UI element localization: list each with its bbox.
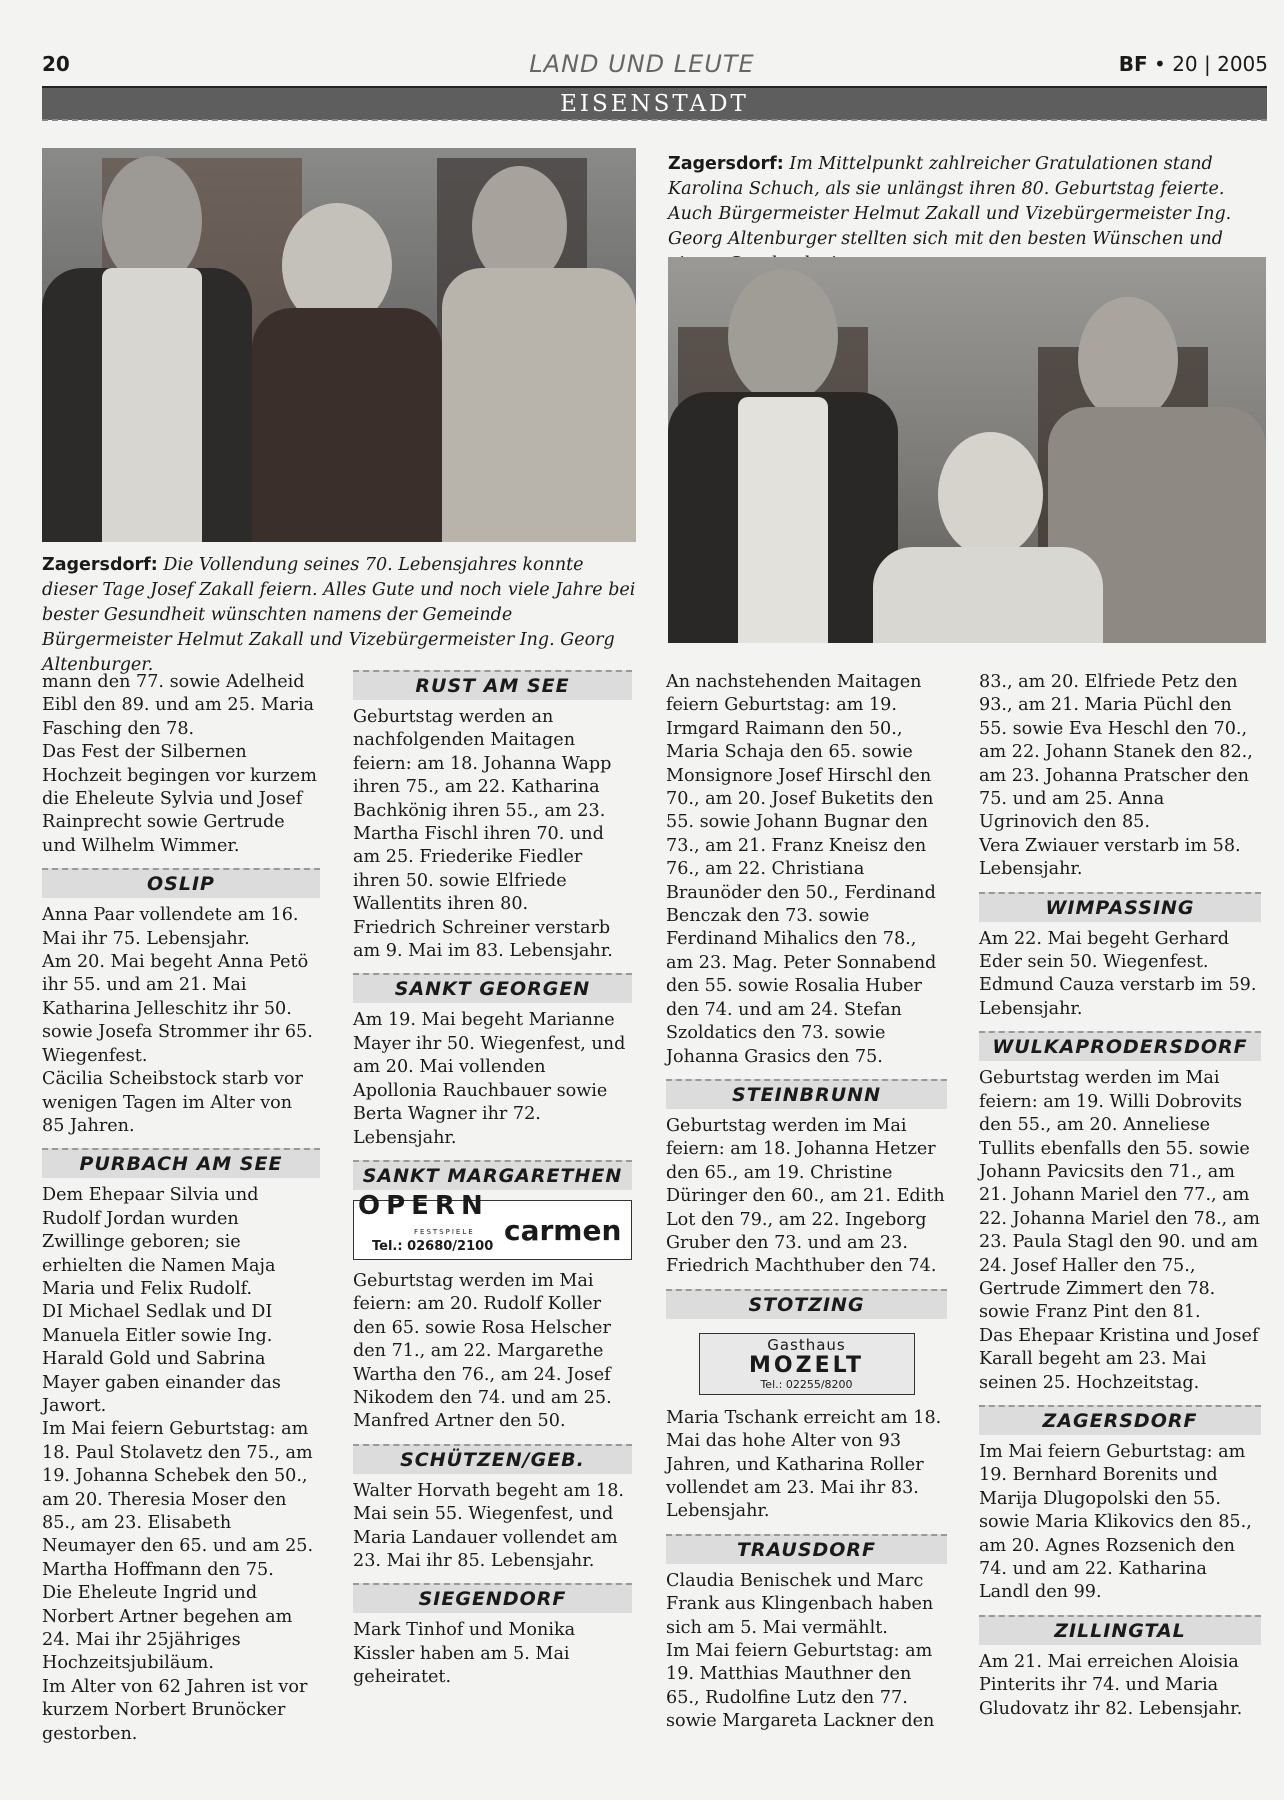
heading-sankt-margarethen: SANKT MARGARETHEN — [353, 1160, 632, 1190]
caption-left — [42, 553, 636, 678]
paragraph: DI Michael Sedlak und DI Manuela Eitler sowie Ing. Harald Gold und Sabrina Mayer gaben einander das Jawort. — [42, 1302, 281, 1416]
paragraph: Maria Tschank erreicht am 18. Mai das hohe Alter von 93 Jahren, und Katharina Roller vollendet am 23. Mai ihr 83. Lebensjahr. — [666, 1407, 942, 1522]
heading-steinbrunn: STEINBRUNN — [666, 1079, 947, 1109]
paragraph: Friedrich Schreiner verstarb am 9. Mai im 83. Lebensjahr. — [353, 917, 613, 962]
caption-place: Zagersdorf: — [42, 555, 158, 575]
heading-trausdorf: TRAUSDORF — [666, 1534, 947, 1564]
ad-phone: Tel.: 02255/8200 — [760, 1377, 853, 1391]
photo-left — [42, 148, 636, 542]
issue-label: BF • 20 | 2005 — [1118, 52, 1268, 76]
column-3 — [666, 671, 947, 1734]
person-head — [102, 156, 202, 286]
heading-schuetzen: SCHÜTZEN/GEB. — [353, 1444, 632, 1474]
paragraph: Cäcilia Scheibstock starb vor wenigen Tagen im Alter von 85 Jahren. — [42, 1069, 303, 1136]
heading-sankt-georgen: SANKT GEORGEN — [353, 973, 632, 1003]
paragraph: Am 22. Mai begeht Gerhard Eder sein 50. Wiegenfest. — [979, 928, 1229, 973]
paragraph: Mark Tinhof und Monika Kissler haben am 5. Mai geheiratet. — [353, 1620, 576, 1688]
person-shirt — [738, 397, 828, 643]
column-1 — [42, 671, 320, 1746]
section-bar — [42, 86, 1267, 120]
column-4 — [979, 671, 1261, 1721]
heading-zillingtal: ZILLINGTAL — [979, 1615, 1261, 1645]
paragraph: Das Fest der Silbernen Hochzeit begingen vor kurzem die Eheleute Sylvia und Josef Rainprecht sowie Gertrude und Wilhelm Wimmer. — [42, 742, 317, 856]
ad-phone: Tel.: 02680/2100 — [372, 1238, 494, 1254]
ad-subtitle: FESTSPIELE — [414, 1227, 475, 1236]
photo-right — [668, 257, 1266, 643]
column-2 — [353, 670, 632, 1690]
divider — [42, 119, 1267, 121]
person-shirt — [102, 268, 202, 542]
paragraph: Dem Ehepaar Silvia und Rudolf Jordan wurden Zwillinge geboren; sie erhielten die Namen Maja Maria und Felix Rudolf. — [42, 1185, 276, 1299]
heading-siegendorf: SIEGENDORF — [353, 1583, 632, 1613]
caption-place: Zagersdorf: — [668, 154, 784, 174]
heading-purbach: PURBACH AM SEE — [42, 1148, 320, 1178]
paragraph: 83., am 20. Elfriede Petz den 93., am 21. Maria Püchl den 55. sowie Eva Heschl den 70., am 22. Johann Stanek den 82., am 23. Johanna Pratscher den 75. und am 25. Anna Ugrinovich den 85. — [979, 672, 1253, 833]
paragraph: Am 20. Mai begeht Anna Petö ihr 55. und am 21. Mai Katharina Jelleschitz ihr 50. sowie Josefa Strommer ihr 65. Wiegenfest. — [42, 952, 313, 1066]
paragraph: Im Mai feiern Geburtstag: am 19. Bernhard Borenits und Marija Dlugopolski den 55. sowie Maria Klikovics den 85., am 20. Agnes Rozsenich den 74. und am 22. Katharina Landl den 99. — [979, 1441, 1252, 1603]
heading-stotzing: STOTZING — [666, 1289, 947, 1319]
paragraph: Walter Horvath begeht am 18. Mai sein 55. Wiegenfest, und Maria Landauer vollendet am 23. Mai ihr 85. Lebensjahr. — [353, 1480, 625, 1571]
heading-wimpassing: WIMPASSING — [979, 892, 1261, 922]
paragraph: Anna Paar vollendete am 16. Mai ihr 75. Lebensjahr. — [42, 905, 299, 949]
ad-show: carmen — [504, 1213, 622, 1247]
caption-text: Im Mittelpunkt zahlreicher Gratulationen stand Karolina Schuch, als sie unlängst ihren 80. Geburtstag feierte. Auch Bürgermeister Helmut Zakall und Vizebürgermeister Ing. Georg Altenburger stellten sich mit den besten Wünschen und — [668, 154, 1232, 249]
paragraph: Am 19. Mai begeht Marianne Mayer ihr 50. Wiegenfest, und am 20. Mai vollenden Apollonia Rauchbauer sowie Berta Wagner ihr 72. Lebensjahr. — [353, 1010, 626, 1148]
paragraph: Am 21. Mai erreichen Aloisia Pinterits ihr 74. und Maria Gludovatz ihr 82. Lebensjahr. — [979, 1651, 1243, 1719]
heading-zagersdorf: ZAGERSDORF — [979, 1405, 1261, 1435]
paragraph: Geburtstag werden an nachfolgenden Maitagen feiern: am 18. Johanna Wapp ihren 75., am 22. Katharina Bachkönig ihren 55., am 23. Martha Fischl ihren 70. und am 25. Friederike Fiedler ihren 50. sowie Elfriede Wallentits ihren 80. — [353, 707, 612, 915]
caption-text: Die Vollendung seines 70. Lebensjahres konnte dieser Tage Josef Zakall feiern. Alles Gute und noch viele Jahre bei bester Gesundheit wünschten namens der Gemeinde Bürgermeister Helmut Zakall und Vizebürgermeister Ing. Georg Altenburger. — [42, 555, 636, 675]
ad-name: MOZELT — [749, 1352, 864, 1378]
paragraph: Claudia Benischek und Marc Frank aus Klingenbach haben sich am 5. Mai vermählt. — [666, 1570, 934, 1638]
person-head — [1078, 297, 1178, 422]
publication-name: BF — [1118, 52, 1148, 76]
page-number: 20 — [42, 52, 70, 76]
paragraph: mann den 77. sowie Adelheid Eibl den 89. und am 25. Maria Fasching den 78. — [42, 672, 315, 739]
person-head — [728, 269, 838, 404]
issue-number: 20 | 2005 — [1172, 52, 1268, 76]
heading-rust: RUST AM SEE — [353, 670, 632, 700]
ad-line: Gasthaus — [767, 1335, 846, 1354]
person-body — [252, 308, 442, 542]
person-body — [873, 547, 1103, 643]
paragraph: Das Ehepaar Kristina und Josef Karall begeht am 23. Mai seinen 25. Hochzeitstag. — [979, 1325, 1259, 1393]
person-head — [938, 432, 1043, 557]
paragraph: Im Alter von 62 Jahren ist vor kurzem Norbert Brunöcker gestorben. — [42, 1676, 308, 1744]
paragraph: Im Mai feiern Geburtstag: am 18. Paul Stolavetz den 75., am 19. Johanna Schebek den 50., am 20. Theresia Moser den 85., am 23. Elisabeth Neumayer den 65. und am 25. Martha Hoffmann den 75. — [42, 1419, 314, 1580]
running-head: LAND UND LEUTE — [529, 50, 755, 78]
paragraph: Geburtstag werden im Mai feiern: am 20. Rudolf Koller den 65. sowie Rosa Helscher den 71., am 22. Margarethe Wartha den 76., am 24. Josef Nikodem den 74. und am 25. Manfred Artner den 50. — [353, 1270, 612, 1432]
paragraph: Geburtstag werden im Mai feiern: am 18. Johanna Hetzer den 65., am 19. Christine Düringer den 60., am 21. Edith Lot den 79., am 22. Ingeborg Gruber den 73. und am 23. Friedrich Machthuber den 74. — [666, 1115, 945, 1277]
heading-wulkaprodersdorf: WULKAPRODERSDORF — [979, 1031, 1261, 1061]
paragraph: Die Eheleute Ingrid und Norbert Artner begehen am 24. Mai ihr 25jähriges Hochzeitsjubiläum. — [42, 1583, 293, 1674]
paragraph: Geburtstag werden im Mai feiern: am 19. Willi Dobrovits den 55., am 20. Anneliese Tullits ebenfalls den 55. sowie Johann Pavicsits den 71., am 21. Johann Mariel den 77., am 22. Johanna Mariel den 78., am 23. Paula Stagl den 90. und am 24. Josef Haller den 75., Gertrude Zimmert den 78. sowie Franz Pint den 81. — [979, 1068, 1260, 1323]
section-title: EISENSTADT — [560, 91, 749, 117]
paragraph: An nachstehenden Maitagen feiern Geburtstag: am 19. Irmgard Raimann den 50., Maria Schaja den 65. sowie Monsignore Josef Hirschl den 70., am 20. Josef Buketits den 55. sowie Johann Bugnar den 73., am 21. Franz Kneisz den 76., am 22. Christiana Braunöder den 50., Ferdinand Benczak den 73. sowie Ferdinand Mihalics den 78., am 23. Mag. Peter Sonnabend den 55. sowie Rosalia Huber den 74. und am 24. Stefan Szoldatics den 73. sowie Johanna Grasics den 75. — [666, 672, 937, 1067]
ad-title: OPERN — [358, 1190, 489, 1221]
paragraph: Edmund Cauza verstarb im 59. Lebensjahr. — [979, 975, 1257, 1019]
ad-gasthaus-mozelt — [699, 1333, 915, 1395]
paragraph: Im Mai feiern Geburtstag: am 19. Matthias Mauthner den 65., Rudolfine Lutz den 77. sowie Margareta Lackner den — [666, 1641, 935, 1732]
ad-opern-festspiele — [353, 1190, 632, 1260]
heading-oslip: OSLIP — [42, 868, 320, 898]
person-body — [442, 268, 636, 542]
paragraph: Vera Zwiauer verstarb im 58. Lebensjahr. — [979, 835, 1241, 880]
